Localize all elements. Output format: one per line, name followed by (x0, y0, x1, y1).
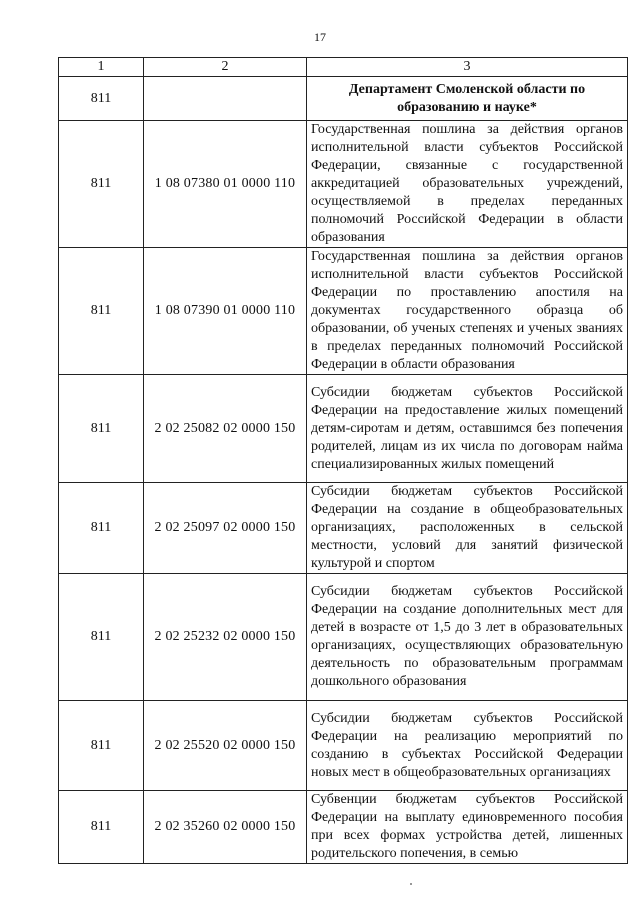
row-description: Государственная пошлина за действия органов исполнительной власти субъектов Российской Федерации, связанные с государственной аккредитацией образовательных учреждений, осуществляемой в пределах переданных полномочий Российской Федерации в области образования (307, 121, 628, 248)
row-description: Государственная пошлина за действия органов исполнительной власти субъектов Российской Федерации по проставлению апостиля на документах государственного образца об образовании, об ученых степенях и ученых званиях в пределах переданных полномочий Российской Федерации в области образования (307, 248, 628, 375)
row-description: Субсидии бюджетам субъектов Российской Федерации на создание в общеобразовательных организациях, расположенных в сельской местности, условий для занятий физической культурой и спортом (307, 483, 628, 574)
row-description: Субсидии бюджетам субъектов Российской Федерации на предоставление жилых помещений детям-сиротам и детям, оставшимся без попечения родителей, лицам из их числа по договорам найма специализированных жилых помещений (307, 375, 628, 483)
table-row (59, 701, 628, 791)
budget-code: 2 02 25082 02 0000 150 (144, 375, 307, 483)
admin-code: 811 (59, 375, 144, 483)
page-number: 17 (314, 30, 326, 44)
budget-code: 1 08 07380 01 0000 110 (144, 121, 307, 248)
budget-code: 2 02 25232 02 0000 150 (144, 574, 307, 701)
admin-code: 811 (59, 483, 144, 574)
department-row (59, 77, 628, 121)
scan-speck (410, 883, 412, 885)
budget-code (144, 77, 307, 121)
budget-code: 2 02 35260 02 0000 150 (144, 791, 307, 864)
table-header-row (59, 58, 628, 77)
budget-code: 2 02 25097 02 0000 150 (144, 483, 307, 574)
row-description: Субвенции бюджетам субъектов Российской Федерации на выплату единовременного пособия при всех формах устройства детей, лишенных родительского попечения, в семью (307, 791, 628, 864)
budget-code: 2 02 25520 02 0000 150 (144, 701, 307, 791)
department-title: Департамент Смоленской области по образованию и науке* (307, 77, 628, 121)
budget-codes-table (58, 57, 628, 864)
admin-code: 811 (59, 701, 144, 791)
table-row (59, 483, 628, 574)
header-col-1: 1 (59, 58, 144, 77)
row-description: Субсидии бюджетам субъектов Российской Федерации на реализацию мероприятий по созданию в субъектах Российской Федерации новых мест в общеобразовательных организациях (307, 701, 628, 791)
admin-code: 811 (59, 574, 144, 701)
table-row (59, 375, 628, 483)
admin-code: 811 (59, 121, 144, 248)
table-row (59, 248, 628, 375)
table-row (59, 574, 628, 701)
budget-code: 1 08 07390 01 0000 110 (144, 248, 307, 375)
admin-code: 811 (59, 791, 144, 864)
table-row (59, 121, 628, 248)
header-col-3: 3 (307, 58, 628, 77)
admin-code: 811 (59, 248, 144, 375)
admin-code: 811 (59, 77, 144, 121)
header-col-2: 2 (144, 58, 307, 77)
table-row (59, 791, 628, 864)
row-description: Субсидии бюджетам субъектов Российской Федерации на создание дополнительных мест для детей в возрасте от 1,5 до 3 лет в образовательных организациях, осуществляющих образовательную деятельность по образовательным программам дошкольного образования (307, 574, 628, 701)
